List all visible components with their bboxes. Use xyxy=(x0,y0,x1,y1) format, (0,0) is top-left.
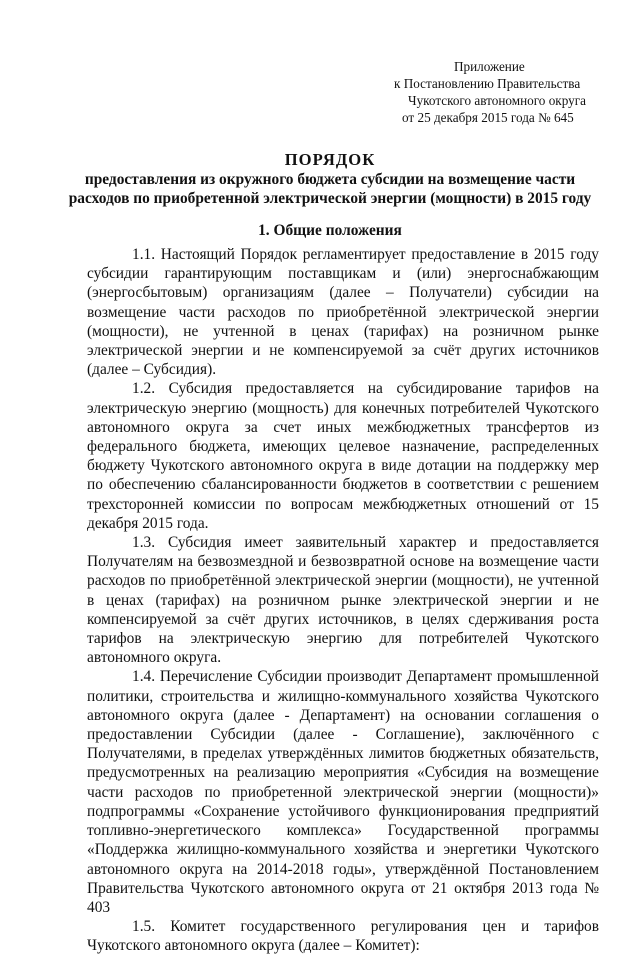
appendix-resolution-ref: к Постановлению Правительства xyxy=(394,76,581,91)
appendix-block xyxy=(392,58,622,126)
subtitle-line-1: предоставления из окружного бюджета субсидии на возмещение части xyxy=(84,171,576,188)
appendix-government-name: Чукотского автономного округа xyxy=(408,93,586,108)
document-title: ПОРЯДОК xyxy=(284,150,376,169)
appendix-label: Приложение xyxy=(454,59,525,74)
paragraph-1-4: 1.4. Перечисление Субсидии производит Департамент промышленной политики, строительства и жилищно-коммунального хозяйства Чукотского автономного округа (далее - Департамент) на основании соглашения о предоставлении Субсидии (далее - Соглашение), заключённого с Получателями, в пределах утверждённых лимитов бюджетных обязательств, предусмотренных на реализацию мероприятия «Субсидия на возмещение части расходов по приобретенной электрической энергии (мощности)» подпрограммы «Сохранение устойчивого функционирования предприятий топливно-энергетического комплекса» Государственной программы «Поддержка жилищно-коммунального хозяйства и энергетики Чукотского автономного округа на 2014-2018 годы», утверждённой Постановлением Правительства Чукотского автономного округа от 21 октября 2013 года № 403 xyxy=(87,668,599,916)
section-body xyxy=(87,245,599,956)
document-subtitle xyxy=(60,170,600,208)
paragraph-1-2: 1.2. Субсидия предоставляется на субсидирование тарифов на электрическую энергию (мощность) для конечных потребителей Чукотского автономного округа за счет иных межбюджетных трансфертов из федерального бюджета, имеющих целевое назначение, распределенных бюджету Чукотского автономного округа в виде дотации на поддержку мер по обеспечению сбалансированности бюджетов в соответствии с решением трехсторонней комиссии по вопросам межбюджетных отношений от 15 декабря 2015 года. xyxy=(87,380,599,532)
subtitle-line-2: расходов по приобретенной электрической энергии (мощности) в 2015 году xyxy=(68,190,592,207)
appendix-date-number: от 25 декабря 2015 года № 645 xyxy=(402,110,574,125)
paragraph-1-1: 1.1. Настоящий Порядок регламентирует предоставление в 2015 году субсидии гарантирующим поставщикам и (или) энергоснабжающим (энергосбытовым) организациям (далее – Получатели) субсидии на возмещение части расходов по приобретённой электрической энергии (мощности), не учтенной в ценах (тарифах) на розничном рынке электрической энергии и не компенсируемой за счёт других источников (далее – Субсидия). xyxy=(87,246,599,379)
paragraph-1-3: 1.3. Субсидия имеет заявительный характер и предоставляется Получателям на безвозмездной и безвозвратной основе на возмещение части расходов по приобретённой электрической энергии (мощности), не учтенной в ценах (тарифах) на розничном рынке электрической энергии и не компенсируемой за счёт других источников, в целях сдерживания роста тарифов на электрическую энергию для потребителей Чукотского автономного округа. xyxy=(87,534,599,667)
section-heading: 1. Общие положения xyxy=(258,222,402,239)
paragraph-1-5: 1.5. Комитет государственного регулирования цен и тарифов Чукотского автономного округа (далее – Комитет): xyxy=(87,918,599,955)
